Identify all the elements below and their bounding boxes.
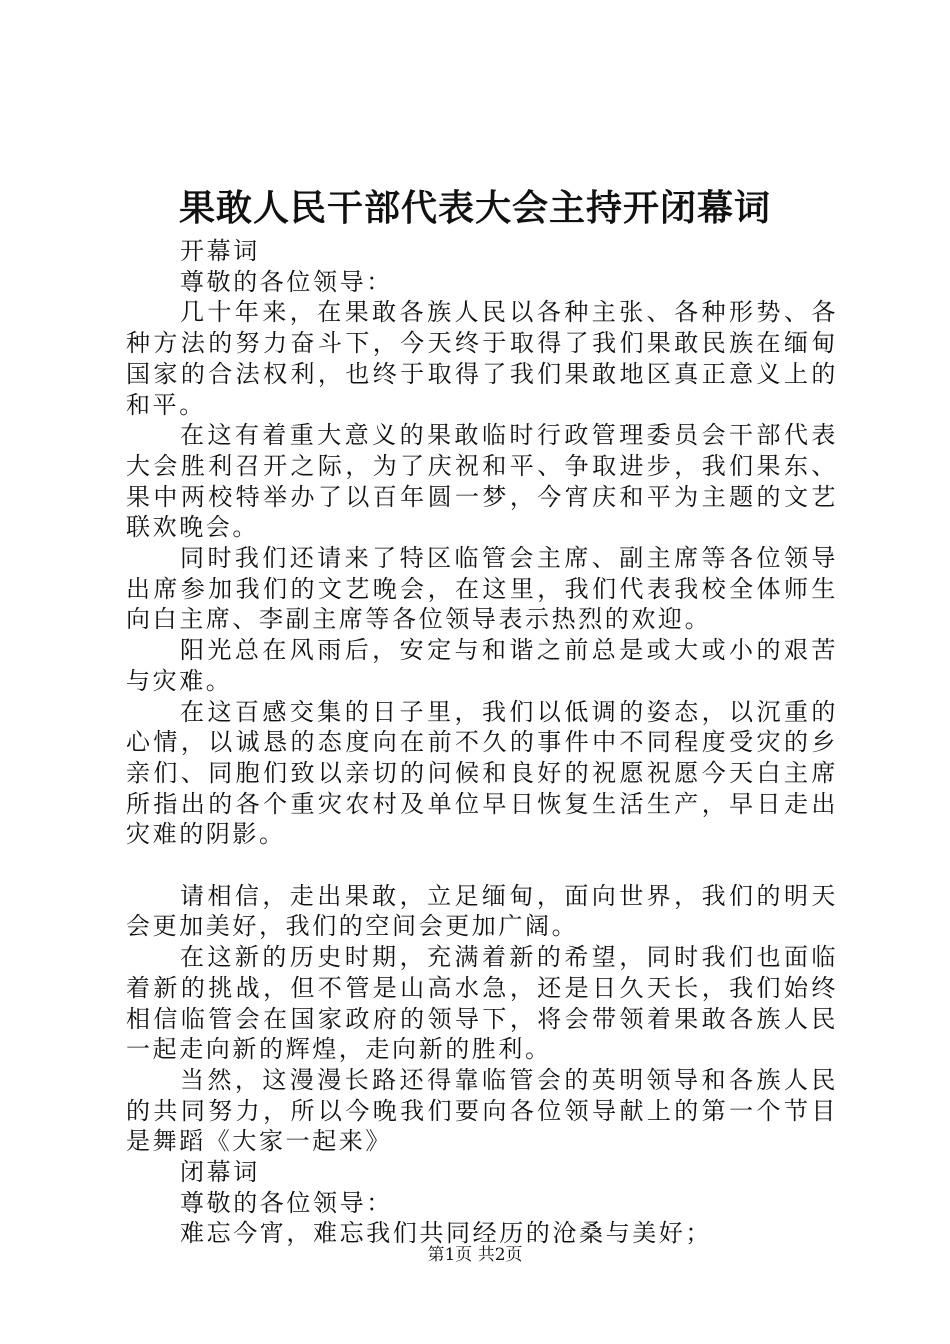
salutation: 尊敬的各位领导：	[180, 1188, 393, 1217]
section-heading-closing: 闭幕词	[180, 1158, 260, 1187]
body-paragraph: 同时我们还请来了特区临管会主席、副主席等各位领导出席参加我们的文艺晚会，在这里，我们代表我校全体师生向白主席、李副主席等各位领导表示热烈的欢迎。	[126, 544, 838, 634]
blank-line	[126, 850, 838, 881]
body-paragraph: 请相信，走出果敢，立足缅甸，面向世界，我们的明天会更加美好，我们的空间会更加广阔。	[126, 881, 838, 941]
section-heading-opening: 开幕词	[180, 237, 260, 265]
body-paragraph: 在这有着重大意义的果敢临时行政管理委员会干部代表大会胜利召开之际，为了庆祝和平、争取进步，我们果东、果中两校特举办了以百年圆一梦，今宵庆和平为主题的文艺联欢晚会。	[126, 421, 838, 542]
body-paragraph: 在这百感交集的日子里，我们以低调的姿态，以沉重的心情，以诚恳的态度向在前不久的事件中不同程度受灾的乡亲们、同胞们致以亲切的问候和良好的祝愿祝愿今天白主席所指出的各个重灾农村及单位早日恢复生活生产，早日走出灾难的阴影。	[126, 697, 838, 849]
body-paragraph: 难忘今宵，难忘我们共同经历的沧桑与美好；	[180, 1219, 712, 1248]
body-paragraph: 阳光总在风雨后，安定与和谐之前总是或大或小的艰苦与灾难。	[126, 636, 838, 695]
page-number-footer: 第1页 共2页	[427, 1245, 523, 1265]
salutation: 尊敬的各位领导：	[180, 267, 393, 296]
body-paragraph: 几十年来，在果敢各族人民以各种主张、各种形势、各种方法的努力奋斗下，今天终于取得了我们果敢民族在缅甸国家的合法权利，也终于取得了我们果敢地区真正意义上的和平。	[126, 298, 838, 419]
body-paragraph: 当然，这漫漫长路还得靠临管会的英明领导和各族人民的共同努力，所以今晚我们要向各位领导献上的第一个节目是舞蹈《大家一起来》	[126, 1065, 838, 1156]
document-body	[126, 236, 838, 1249]
document-title: 果敢人民干部代表大会主持开闭幕词	[178, 187, 771, 229]
body-paragraph: 在这新的历史时期，充满着新的希望，同时我们也面临着新的挑战，但不管是山高水急，还是日久天长，我们始终相信临管会在国家政府的领导下，将会带领着果敢各族人民一起走向新的辉煌，走向新的胜利。	[126, 943, 838, 1064]
